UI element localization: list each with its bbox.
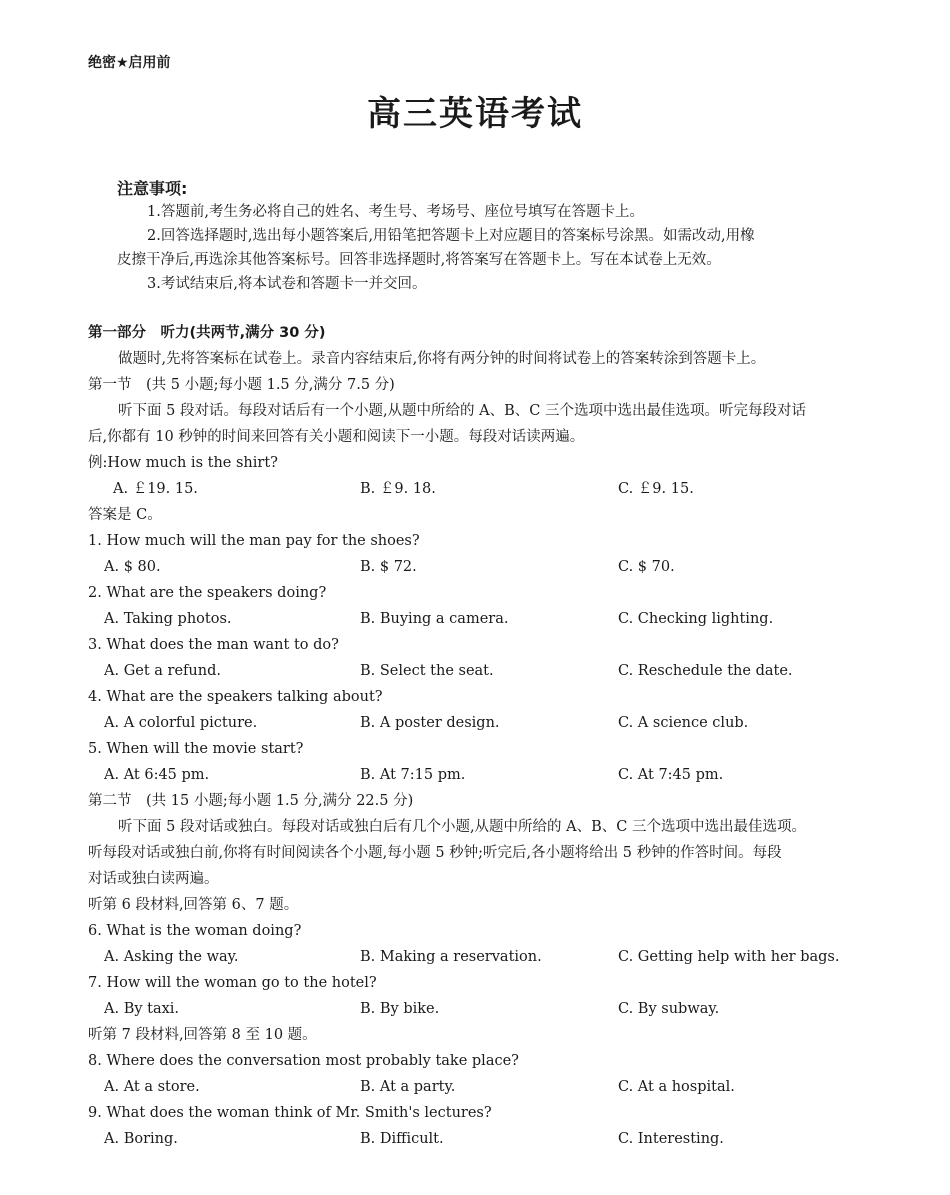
section2-instructions: 听下面 5 段对话或独白。每段对话或独白后有几个小题,从题中所给的 A、B、C 三个选项中选出最佳选项。 xyxy=(118,819,806,835)
question: 7. How will the woman go to the hotel? xyxy=(88,975,377,991)
section1-instructions: 听下面 5 段对话。每段对话后有一个小题,从题中所给的 A、B、C 三个选项中选出最佳选项。听完每段对话 xyxy=(118,403,806,419)
option-a: A. By taxi. xyxy=(104,1001,180,1017)
option-b: B. At a party. xyxy=(360,1079,456,1095)
option-b: B. A poster design. xyxy=(360,715,500,731)
question: 8. Where does the conversation most probably take place? xyxy=(88,1053,519,1069)
option-c: C. At a hospital. xyxy=(618,1079,735,1095)
material-note: 听第 6 段材料,回答第 6、7 题。 xyxy=(88,897,299,913)
material-note: 听第 7 段材料,回答第 8 至 10 题。 xyxy=(88,1027,317,1043)
option-a: A. At a store. xyxy=(104,1079,200,1095)
question: 1. How much will the man pay for the shoes? xyxy=(88,533,420,549)
example-question: 例:How much is the shirt? xyxy=(88,455,278,471)
page-title: 高三英语考试 xyxy=(367,94,583,134)
option-c: C. By subway. xyxy=(618,1001,720,1017)
note-item: 2.回答选择题时,选出每小题答案后,用铅笔把答题卡上对应题目的答案标号涂黑。如需改动,用橡 xyxy=(147,228,755,244)
option-c: C. $ 70. xyxy=(618,559,675,575)
option-b: B. By bike. xyxy=(360,1001,440,1017)
option-c: C. Reschedule the date. xyxy=(618,663,793,679)
option-a: A. At 6:45 pm. xyxy=(104,767,210,783)
part1-intro: 做题时,先将答案标在试卷上。录音内容结束后,你将有两分钟的时间将试卷上的答案转涂到答题卡上。 xyxy=(118,351,766,367)
option-c: C. At 7:45 pm. xyxy=(618,767,724,783)
note-item: 皮擦干净后,再选涂其他答案标号。回答非选择题时,将答案写在答题卡上。写在本试卷上无效。 xyxy=(117,252,721,268)
option-a: A. Boring. xyxy=(104,1131,178,1147)
option-b: B. At 7:15 pm. xyxy=(360,767,466,783)
section1-instructions: 后,你都有 10 秒钟的时间来回答有关小题和阅读下一小题。每段对话读两遍。 xyxy=(88,429,585,445)
option-b: B. $ 72. xyxy=(360,559,417,575)
notes-heading: 注意事项: xyxy=(117,179,188,198)
note-item: 3.考试结束后,将本试卷和答题卡一并交回。 xyxy=(147,276,427,292)
section1-heading: 第一节 (共 5 小题;每小题 1.5 分,满分 7.5 分) xyxy=(88,377,395,393)
part1-heading: 第一部分 听力(共两节,满分 30 分) xyxy=(88,325,326,341)
option-a: A. A colorful picture. xyxy=(104,715,258,731)
option-a: A. Taking photos. xyxy=(104,611,232,627)
question: 3. What does the man want to do? xyxy=(88,637,339,653)
example-option-b: B. ￡9. 18. xyxy=(360,481,436,497)
option-c: C. Checking lighting. xyxy=(618,611,774,627)
question: 2. What are the speakers doing? xyxy=(88,585,327,601)
confidential-label: 绝密★启用前 xyxy=(88,55,171,71)
section2-instructions: 对话或独白读两遍。 xyxy=(88,871,219,887)
question: 9. What does the woman think of Mr. Smith's lectures? xyxy=(88,1105,492,1121)
note-item: 1.答题前,考生务必将自己的姓名、考生号、考场号、座位号填写在答题卡上。 xyxy=(147,204,644,220)
option-b: B. Making a reservation. xyxy=(360,949,542,965)
question: 4. What are the speakers talking about? xyxy=(88,689,383,705)
section2-heading: 第二节 (共 15 小题;每小题 1.5 分,满分 22.5 分) xyxy=(88,793,414,809)
example-answer: 答案是 C。 xyxy=(88,507,162,523)
example-option-c: C. ￡9. 15. xyxy=(618,481,694,497)
option-c: C. Getting help with her bags. xyxy=(618,949,840,965)
option-a: A. Get a refund. xyxy=(104,663,221,679)
option-a: A. $ 80. xyxy=(104,559,161,575)
option-b: B. Select the seat. xyxy=(360,663,494,679)
option-b: B. Difficult. xyxy=(360,1131,444,1147)
question: 6. What is the woman doing? xyxy=(88,923,302,939)
option-a: A. Asking the way. xyxy=(104,949,239,965)
option-c: C. A science club. xyxy=(618,715,749,731)
example-option-a: A. ￡19. 15. xyxy=(113,481,198,497)
option-b: B. Buying a camera. xyxy=(360,611,509,627)
section2-instructions: 听每段对话或独白前,你将有时间阅读各个小题,每小题 5 秒钟;听完后,各小题将给出 5 秒钟的作答时间。每段 xyxy=(88,845,782,861)
question: 5. When will the movie start? xyxy=(88,741,304,757)
option-c: C. Interesting. xyxy=(618,1131,724,1147)
